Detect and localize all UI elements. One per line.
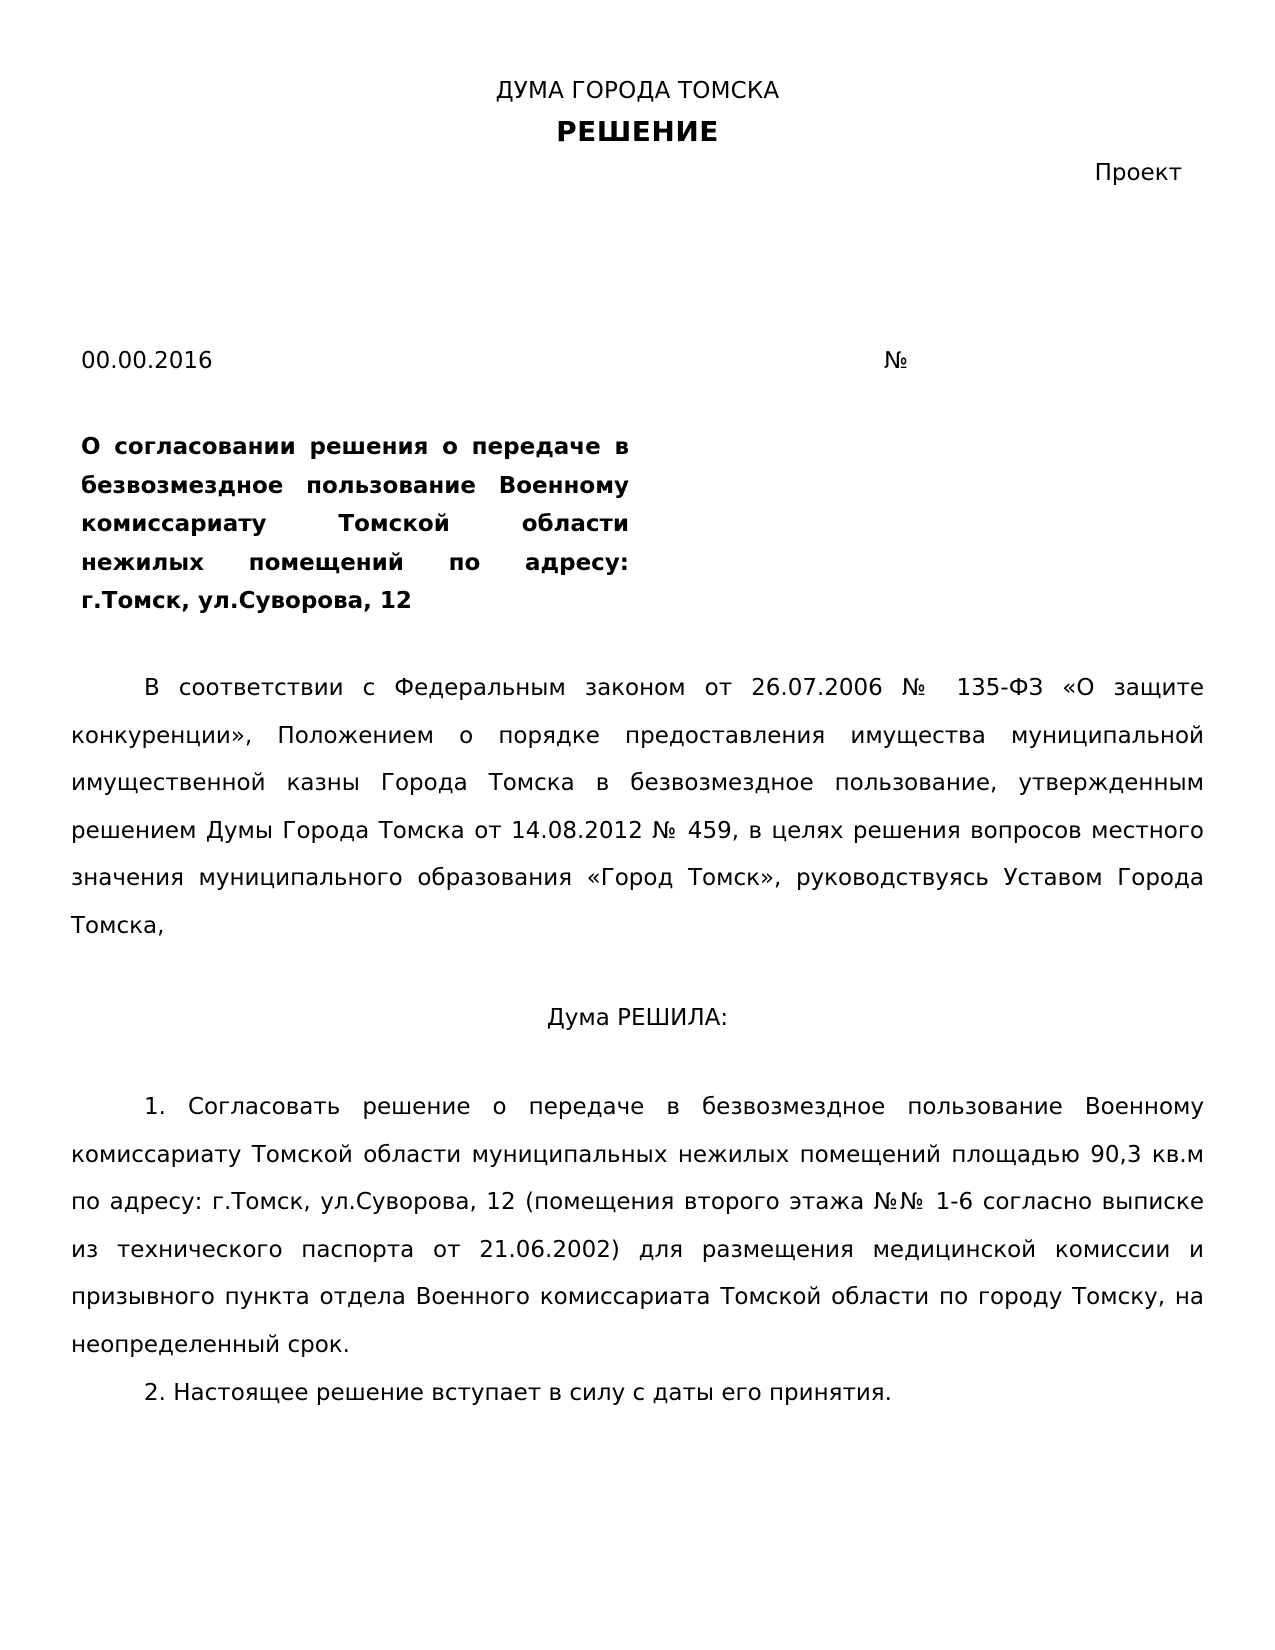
document-type-title: РЕШЕНИЕ [556, 115, 719, 148]
draft-label: Проект [1094, 160, 1182, 186]
preamble-paragraph: В соответствии с Федеральным законом от 26.07.2006 № 135-ФЗ «О защите конкуренции», Положением о порядке предоставления имущества муниципальной имущественной казны Города Томска в безвозмездное пользование, утвержденным решением Думы Города Томска от 14.08.2012 № 459, в целях решения вопросов местного значения муниципального образования «Город Томск», руководствуясь Уставом Города Томска, [71, 675, 1204, 939]
resolution-item-1: 1. Согласовать решение о передаче в безвозмездное пользование Военному комиссариату Томской области муниципальных нежилых помещений площадью 90,3 кв.м по адресу: г.Томск, ул.Суворова, 12 (помещения второго этажа №№ 1-6 согласно выписке из технического паспорта от 21.06.2002) для размещения медицинской комиссии и призывного пункта отдела Военного комиссариата Томской области по городу Томску, на неопределенный срок. [71, 1094, 1204, 1358]
document-number-label: № [884, 348, 908, 374]
document-date: 00.00.2016 [81, 348, 213, 374]
resolution-item-2: 2. Настоящее решение вступает в силу с даты его принятия. [144, 1380, 892, 1406]
resolution-heading: Дума РЕШИЛА: [546, 1005, 729, 1031]
document-subject: О согласовании решения о передаче в безвозмездное пользование Военному комиссариату Томской области нежилых помещений по адресу: г.Томск, ул.Суворова, 12 [81, 434, 629, 614]
organization-name: ДУМА ГОРОДА ТОМСКА [495, 78, 780, 104]
